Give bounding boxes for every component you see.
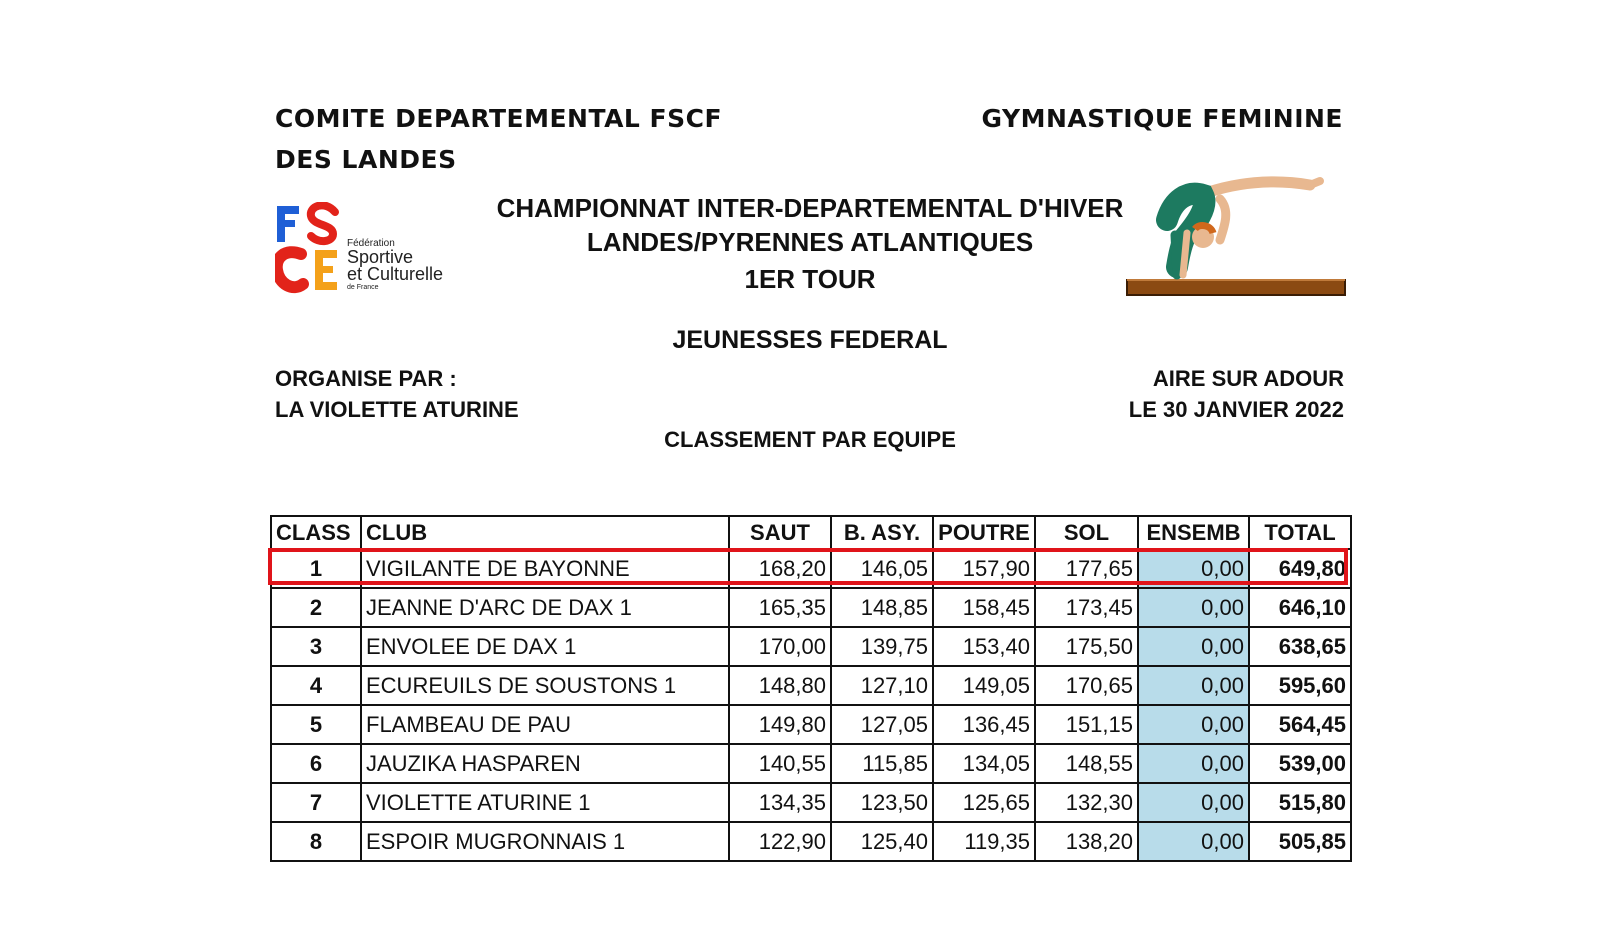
table-row	[271, 588, 1351, 627]
cell-barres-asymetriques: 146,05	[831, 549, 933, 588]
event-date: LE 30 JANVIER 2022	[1128, 397, 1344, 422]
cell-saut: 148,80	[729, 666, 831, 705]
cell-sol: 148,55	[1035, 744, 1138, 783]
table-row	[271, 705, 1351, 744]
cell-barres-asymetriques: 139,75	[831, 627, 933, 666]
cell-class: 5	[271, 705, 361, 744]
cell-sol: 177,65	[1035, 549, 1138, 588]
cell-sol: 175,50	[1035, 627, 1138, 666]
cell-total: 505,85	[1249, 822, 1351, 861]
cell-barres-asymetriques: 115,85	[831, 744, 933, 783]
cell-total: 515,80	[1249, 783, 1351, 822]
cell-club: ECUREUILS DE SOUSTONS 1	[361, 666, 729, 705]
cell-saut: 140,55	[729, 744, 831, 783]
cell-ensemble: 0,00	[1138, 588, 1249, 627]
table-header-row	[271, 516, 1351, 549]
cell-sol: 138,20	[1035, 822, 1138, 861]
cell-barres-asymetriques: 148,85	[831, 588, 933, 627]
org-name-line2: DES LANDES	[275, 145, 457, 174]
cell-club: JEANNE D'ARC DE DAX 1	[361, 588, 729, 627]
logo-text-sportive: Sportive	[347, 247, 414, 267]
cell-ensemble: 0,00	[1138, 783, 1249, 822]
cell-sol: 173,45	[1035, 588, 1138, 627]
cell-ensemble: 0,00	[1138, 549, 1249, 588]
header-sol: SOL	[1035, 516, 1138, 549]
championship-round: 1ER TOUR	[744, 264, 876, 294]
cell-total: 646,10	[1249, 588, 1351, 627]
cell-total: 539,00	[1249, 744, 1351, 783]
header-saut: SAUT	[729, 516, 831, 549]
championship-title: CHAMPIONNAT INTER-DEPARTEMENTAL D'HIVER	[496, 193, 1124, 223]
cell-total: 564,45	[1249, 705, 1351, 744]
cell-total: 649,80	[1249, 549, 1351, 588]
logo-text-france: de France	[347, 284, 379, 291]
cell-ensemble: 0,00	[1138, 744, 1249, 783]
table-row	[271, 549, 1351, 588]
cell-total: 595,60	[1249, 666, 1351, 705]
discipline-title: GYMNASTIQUE FEMININE	[981, 104, 1343, 133]
ranking-title: CLASSEMENT PAR EQUIPE	[664, 427, 956, 452]
cell-class: 8	[271, 822, 361, 861]
cell-club: FLAMBEAU DE PAU	[361, 705, 729, 744]
cell-poutre: 136,45	[933, 705, 1035, 744]
logo-text-federation: Fédération	[347, 238, 395, 249]
event-location: AIRE SUR ADOUR	[1152, 366, 1344, 391]
cell-barres-asymetriques: 127,05	[831, 705, 933, 744]
cell-barres-asymetriques: 127,10	[831, 666, 933, 705]
organised-by-label: ORGANISE PAR :	[275, 366, 457, 391]
cell-poutre: 157,90	[933, 549, 1035, 588]
table-body	[271, 549, 1351, 861]
cell-saut: 165,35	[729, 588, 831, 627]
cell-poutre: 149,05	[933, 666, 1035, 705]
logo-text-culturelle: et Culturelle	[347, 264, 444, 284]
cell-poutre: 119,35	[933, 822, 1035, 861]
team-ranking-table	[270, 515, 1352, 862]
category-title: JEUNESSES FEDERAL	[672, 326, 948, 354]
cell-barres-asymetriques: 123,50	[831, 783, 933, 822]
cell-poutre: 158,45	[933, 588, 1035, 627]
cell-class: 2	[271, 588, 361, 627]
header-barres-asymetriques: B. ASY.	[831, 516, 933, 549]
header-club: CLUB	[361, 516, 729, 549]
cell-poutre: 134,05	[933, 744, 1035, 783]
header-poutre: POUTRE	[933, 516, 1035, 549]
cell-club: JAUZIKA HASPAREN	[361, 744, 729, 783]
cell-ensemble: 0,00	[1138, 705, 1249, 744]
cell-club: ENVOLEE DE DAX 1	[361, 627, 729, 666]
table-row	[271, 666, 1351, 705]
fscf-logo-icon	[275, 202, 345, 294]
header-class: CLASS	[271, 516, 361, 549]
cell-sol: 151,15	[1035, 705, 1138, 744]
cell-ensemble: 0,00	[1138, 666, 1249, 705]
table-row	[271, 822, 1351, 861]
cell-ensemble: 0,00	[1138, 627, 1249, 666]
cell-class: 1	[271, 549, 361, 588]
championship-region: LANDES/PYRENNES ATLANTIQUES	[586, 227, 1034, 257]
table-row	[271, 627, 1351, 666]
cell-saut: 149,80	[729, 705, 831, 744]
cell-class: 3	[271, 627, 361, 666]
organiser-name: LA VIOLETTE ATURINE	[275, 397, 519, 422]
cell-sol: 170,65	[1035, 666, 1138, 705]
cell-club: ESPOIR MUGRONNAIS 1	[361, 822, 729, 861]
cell-saut: 134,35	[729, 783, 831, 822]
cell-poutre: 125,65	[933, 783, 1035, 822]
header-total: TOTAL	[1249, 516, 1351, 549]
header-ensemble: ENSEMB	[1138, 516, 1249, 549]
gymnast-beam-illustration	[1125, 175, 1350, 300]
org-name-line1: COMITE DEPARTEMENTAL FSCF	[275, 104, 723, 133]
cell-club: VIGILANTE DE BAYONNE	[361, 549, 729, 588]
table-row	[271, 744, 1351, 783]
cell-sol: 132,30	[1035, 783, 1138, 822]
cell-class: 4	[271, 666, 361, 705]
table-row	[271, 783, 1351, 822]
cell-ensemble: 0,00	[1138, 822, 1249, 861]
cell-class: 6	[271, 744, 361, 783]
cell-saut: 168,20	[729, 549, 831, 588]
cell-saut: 170,00	[729, 627, 831, 666]
cell-total: 638,65	[1249, 627, 1351, 666]
cell-club: VIOLETTE ATURINE 1	[361, 783, 729, 822]
fscf-logo	[275, 202, 465, 297]
cell-saut: 122,90	[729, 822, 831, 861]
cell-class: 7	[271, 783, 361, 822]
cell-barres-asymetriques: 125,40	[831, 822, 933, 861]
cell-poutre: 153,40	[933, 627, 1035, 666]
